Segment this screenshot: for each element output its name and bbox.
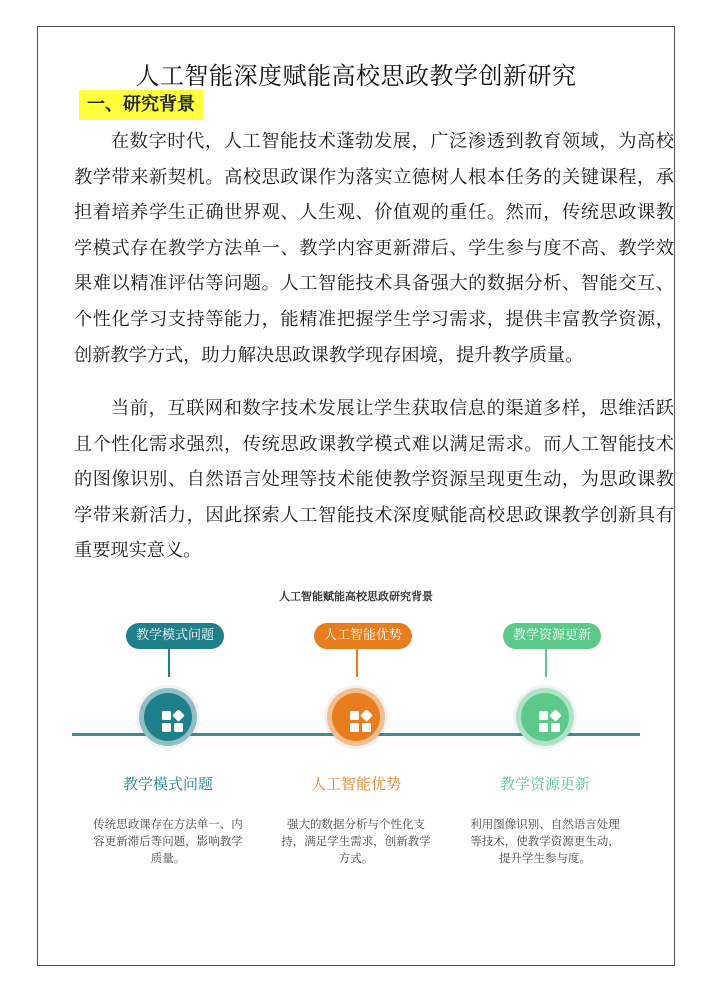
diagram-desc-3: 利用图像识别、自然语言处理等技术，使教学资源更生动，提升学生参与度。 (470, 817, 620, 865)
diagram-node-2 (327, 688, 385, 746)
diagram-node-1 (139, 688, 197, 746)
diagram-desc-2: 强大的数据分析与个性化支持，满足学生需求，创新教学方式。 (281, 817, 431, 865)
tag-stem-2 (356, 649, 358, 677)
document-title: 人工智能深度赋能高校思政教学创新研究 (135, 62, 577, 91)
diagram-title: 人工智能赋能高校思政研究背景 (279, 590, 433, 603)
body-paragraph-2: 当前，互联网和数字技术发展让学生获取信息的渠道多样，思维活跃且个性化需求强烈，传统思政课教学模式难以满足需求。而人工智能技术的图像识别、自然语言处理等技术能使教学资源呈现更生动，为思政课教学带来新活力，因此探索人工智能技术深度赋能高校思政课教学创新具有重要现实意义。 (74, 398, 674, 562)
diagram-desc-1: 传统思政课存在方法单一、内容更新滞后等问题，影响教学质量。 (93, 817, 243, 865)
diagram-tag-3: 教学资源更新 (503, 623, 601, 649)
diagram-tag-1: 教学模式问题 (126, 623, 224, 649)
diagram-tag-2: 人工智能优势 (314, 623, 412, 649)
diagram-heading-1: 教学模式问题 (122, 775, 213, 793)
body-paragraph-1: 在数字时代，人工智能技术蓬勃发展，广泛渗透到教育领域，为高校教学带来新契机。高校思政课作为落实立德树人根本任务的关键课程，承担着培养学生正确世界观、人生观、价值观的重任。然而，传统思政课教学模式存在教学方法单一、教学内容更新滞后、学生参与度不高、教学效果难以精准评估等问题。人工智能技术具备强大的数据分析、智能交互、个性化学习支持等能力，能精准把握学生学习需求，提供丰富教学资源，创新教学方式，助力解决思政课教学现存困境，提升教学质量。 (74, 131, 674, 366)
diagram-heading-2: 人工智能优势 (310, 775, 401, 793)
diagram-heading-3: 教学资源更新 (499, 775, 590, 793)
background-diagram (60, 588, 652, 888)
grid-diamond-icon (349, 710, 373, 734)
grid-diamond-icon (161, 710, 185, 734)
tag-stem-1 (168, 649, 170, 677)
grid-diamond-icon (538, 710, 562, 734)
tag-stem-3 (545, 649, 547, 677)
diagram-node-3 (516, 688, 574, 746)
section-heading: 一、研究背景 (79, 90, 203, 120)
